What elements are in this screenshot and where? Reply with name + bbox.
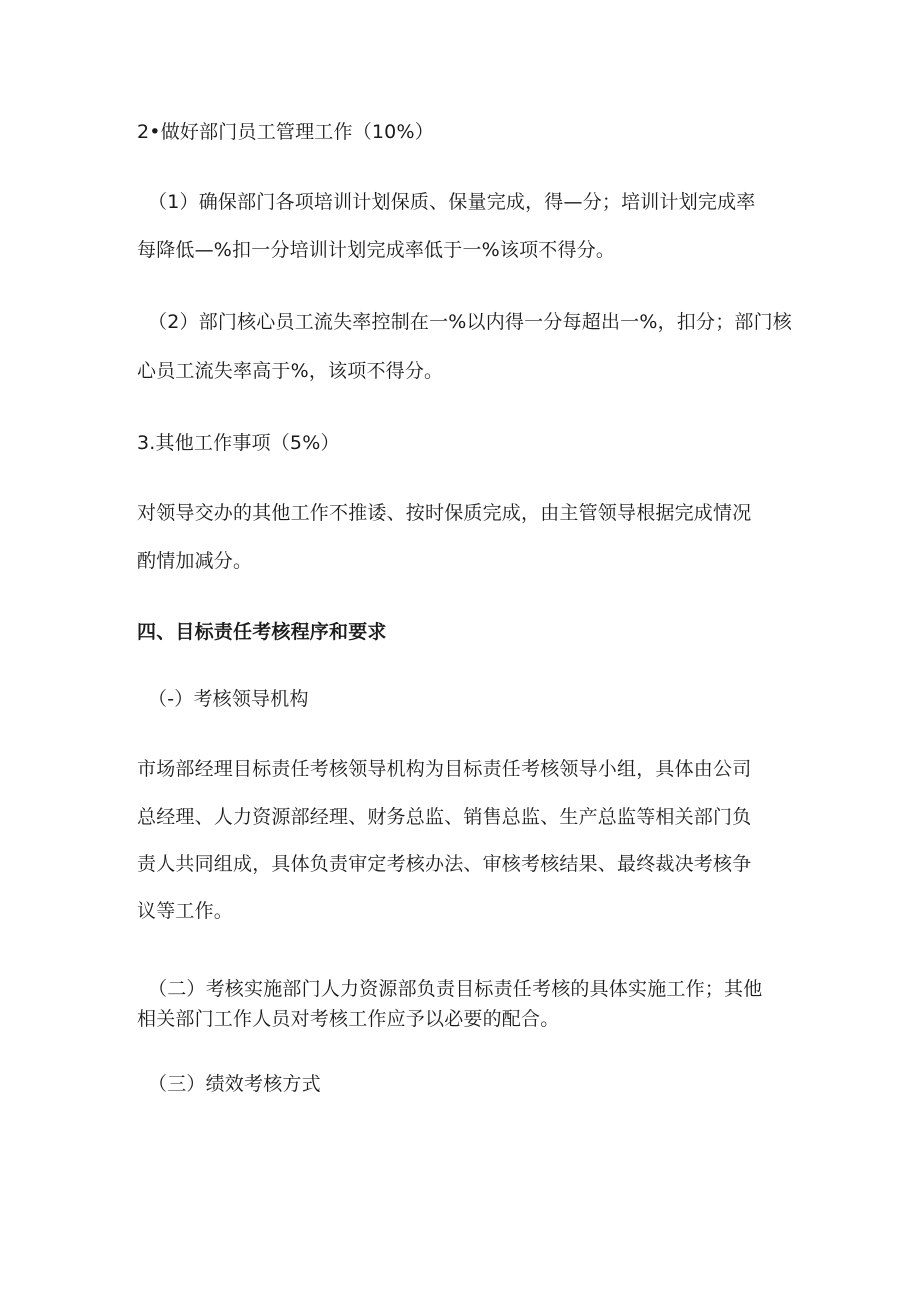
subsection-2-line-1: （二）考核实施部门人力资源部负责目标责任考核的具体实施工作；其他 [148, 978, 763, 1000]
subsection-3-heading: （三）绩效考核方式 [148, 1073, 321, 1095]
section-3-body-line-1: 对领导交办的其他工作不推诿、按时保质完成，由主管领导根据完成情况 [137, 502, 752, 524]
subsection-2-line-2: 相关部门工作人员对考核工作应予以必要的配合。 [137, 1008, 560, 1030]
section-2-heading: 2•做好部门员工管理工作（10%） [137, 121, 434, 143]
subsection-1-heading: （-）考核领导机构 [148, 688, 309, 710]
section-3-heading: 3.其他工作事项（5%） [137, 432, 340, 454]
subsection-1-body-line-2: 总经理、人力资源部经理、财务总监、销售总监、生产总监等相关部门负 [137, 806, 752, 828]
item-1-line-2: 每降低—%扣一分培训计划完成率低于一%该项不得分。 [137, 239, 616, 261]
part-4-heading: 四、目标责任考核程序和要求 [137, 621, 387, 643]
section-3-body-line-2: 酌情加减分。 [137, 550, 253, 572]
item-1-line-1: （1）确保部门各项培训计划保质、保量完成，得—分；培训计划完成率 [148, 191, 756, 213]
subsection-1-body-line-1: 市场部经理目标责任考核领导机构为目标责任考核领导小组，具体由公司 [137, 758, 752, 780]
subsection-1-body-line-3: 责人共同组成，具体负责审定考核办法、审核考核结果、最终裁决考核争 [137, 853, 752, 875]
item-2-line-2: 心员工流失率高于%，该项不得分。 [137, 360, 444, 382]
item-2-line-1: （2）部门核心员工流失率控制在一%以内得一分每超出一%，扣分；部门核 [148, 311, 792, 333]
subsection-1-body-line-4: 议等工作。 [137, 900, 234, 922]
